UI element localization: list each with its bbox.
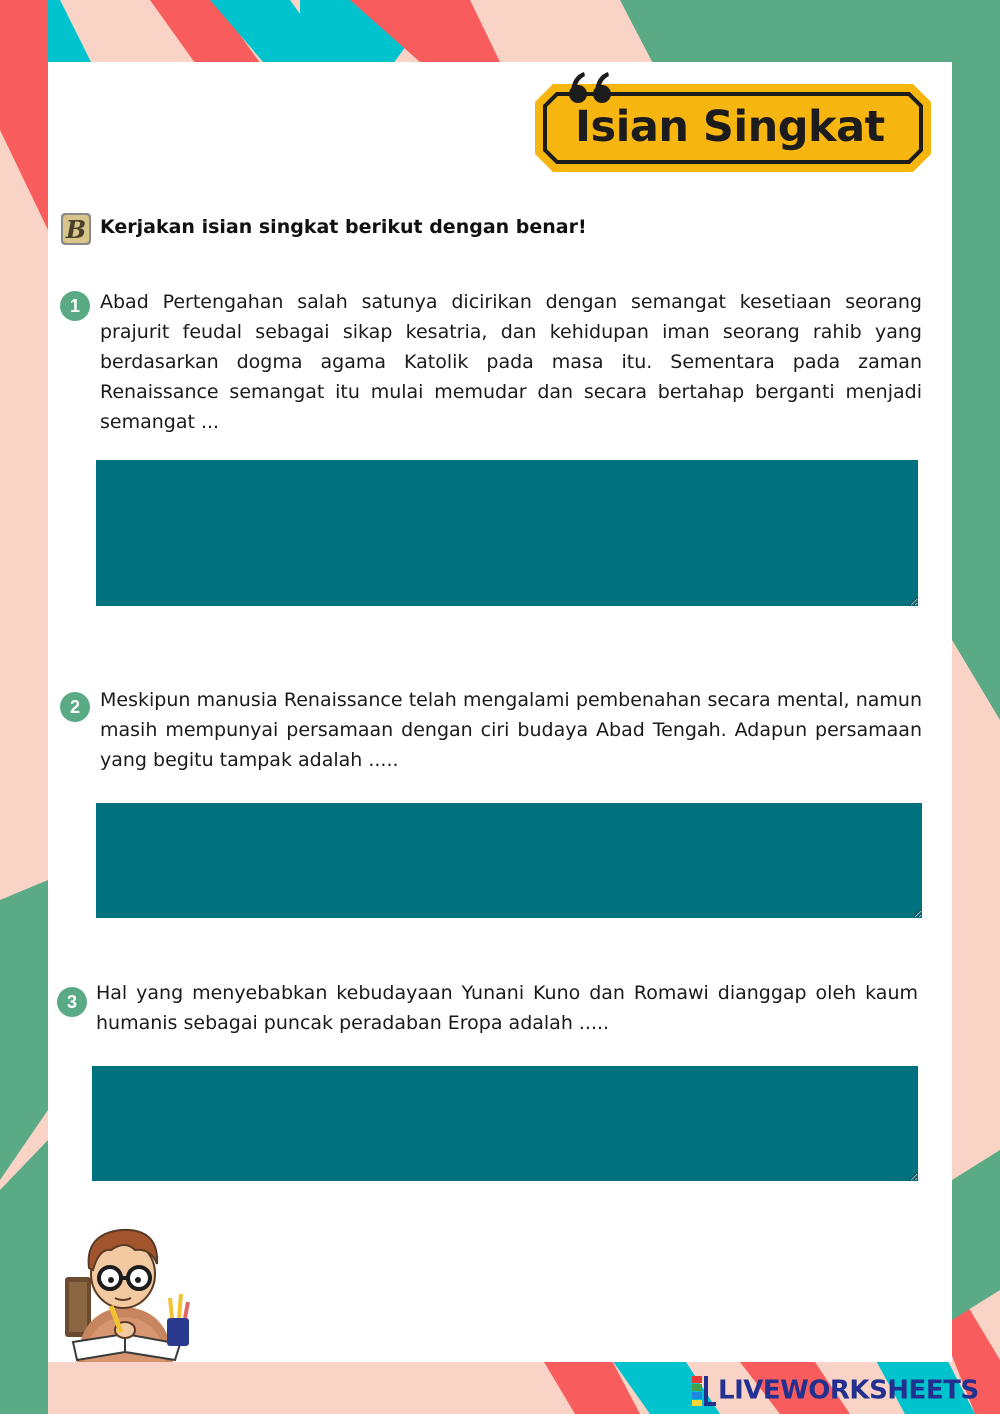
question-text-2: Meskipun manusia Renaissance telah mengalami pembenahan secara mental, namun masih mempunyai persamaan dengan ciri budaya Abad Tengah. Adapun persamaan yang begitu tampak adalah ..... [100,689,922,771]
letter-b-icon [60,212,92,246]
question-number-3: 3 [57,987,87,1017]
answer-box-1[interactable] [96,460,918,606]
liveworksheets-watermark [692,1372,992,1408]
watermark-text: LIVEWORKSHEETS [718,1375,979,1406]
liveworksheets-logo-icon [692,1376,716,1406]
question-text-1: Abad Pertengahan salah satunya dicirikan dengan semangat kesetiaan seorang prajurit feudal sebagai sikap kesatria, dan kehidupan iman seorang rahib yang berdasarkan dogma agama Katolik pada masa itu. Sementara pada zaman Renaissance semangat itu mulai memudar dan secara bertahap berganti menjadi semangat ... [100,291,922,433]
question-text-3: Hal yang menyebabkan kebudayaan Yunani Kuno dan Romawi dianggap oleh kaum humanis sebagai puncak peradaban Eropa adalah ..... [96,982,918,1034]
student-writing-illustration [55,1222,195,1362]
question-number-1: 1 [60,291,90,321]
svg-text:B: B [65,215,87,244]
instruction-text: Kerjakan isian singkat berikut dengan benar! [100,216,587,238]
question-number-2: 2 [60,692,90,722]
page-title: Isian Singkat [575,102,885,152]
answer-box-3[interactable] [92,1066,918,1181]
answer-box-2[interactable] [96,803,922,918]
